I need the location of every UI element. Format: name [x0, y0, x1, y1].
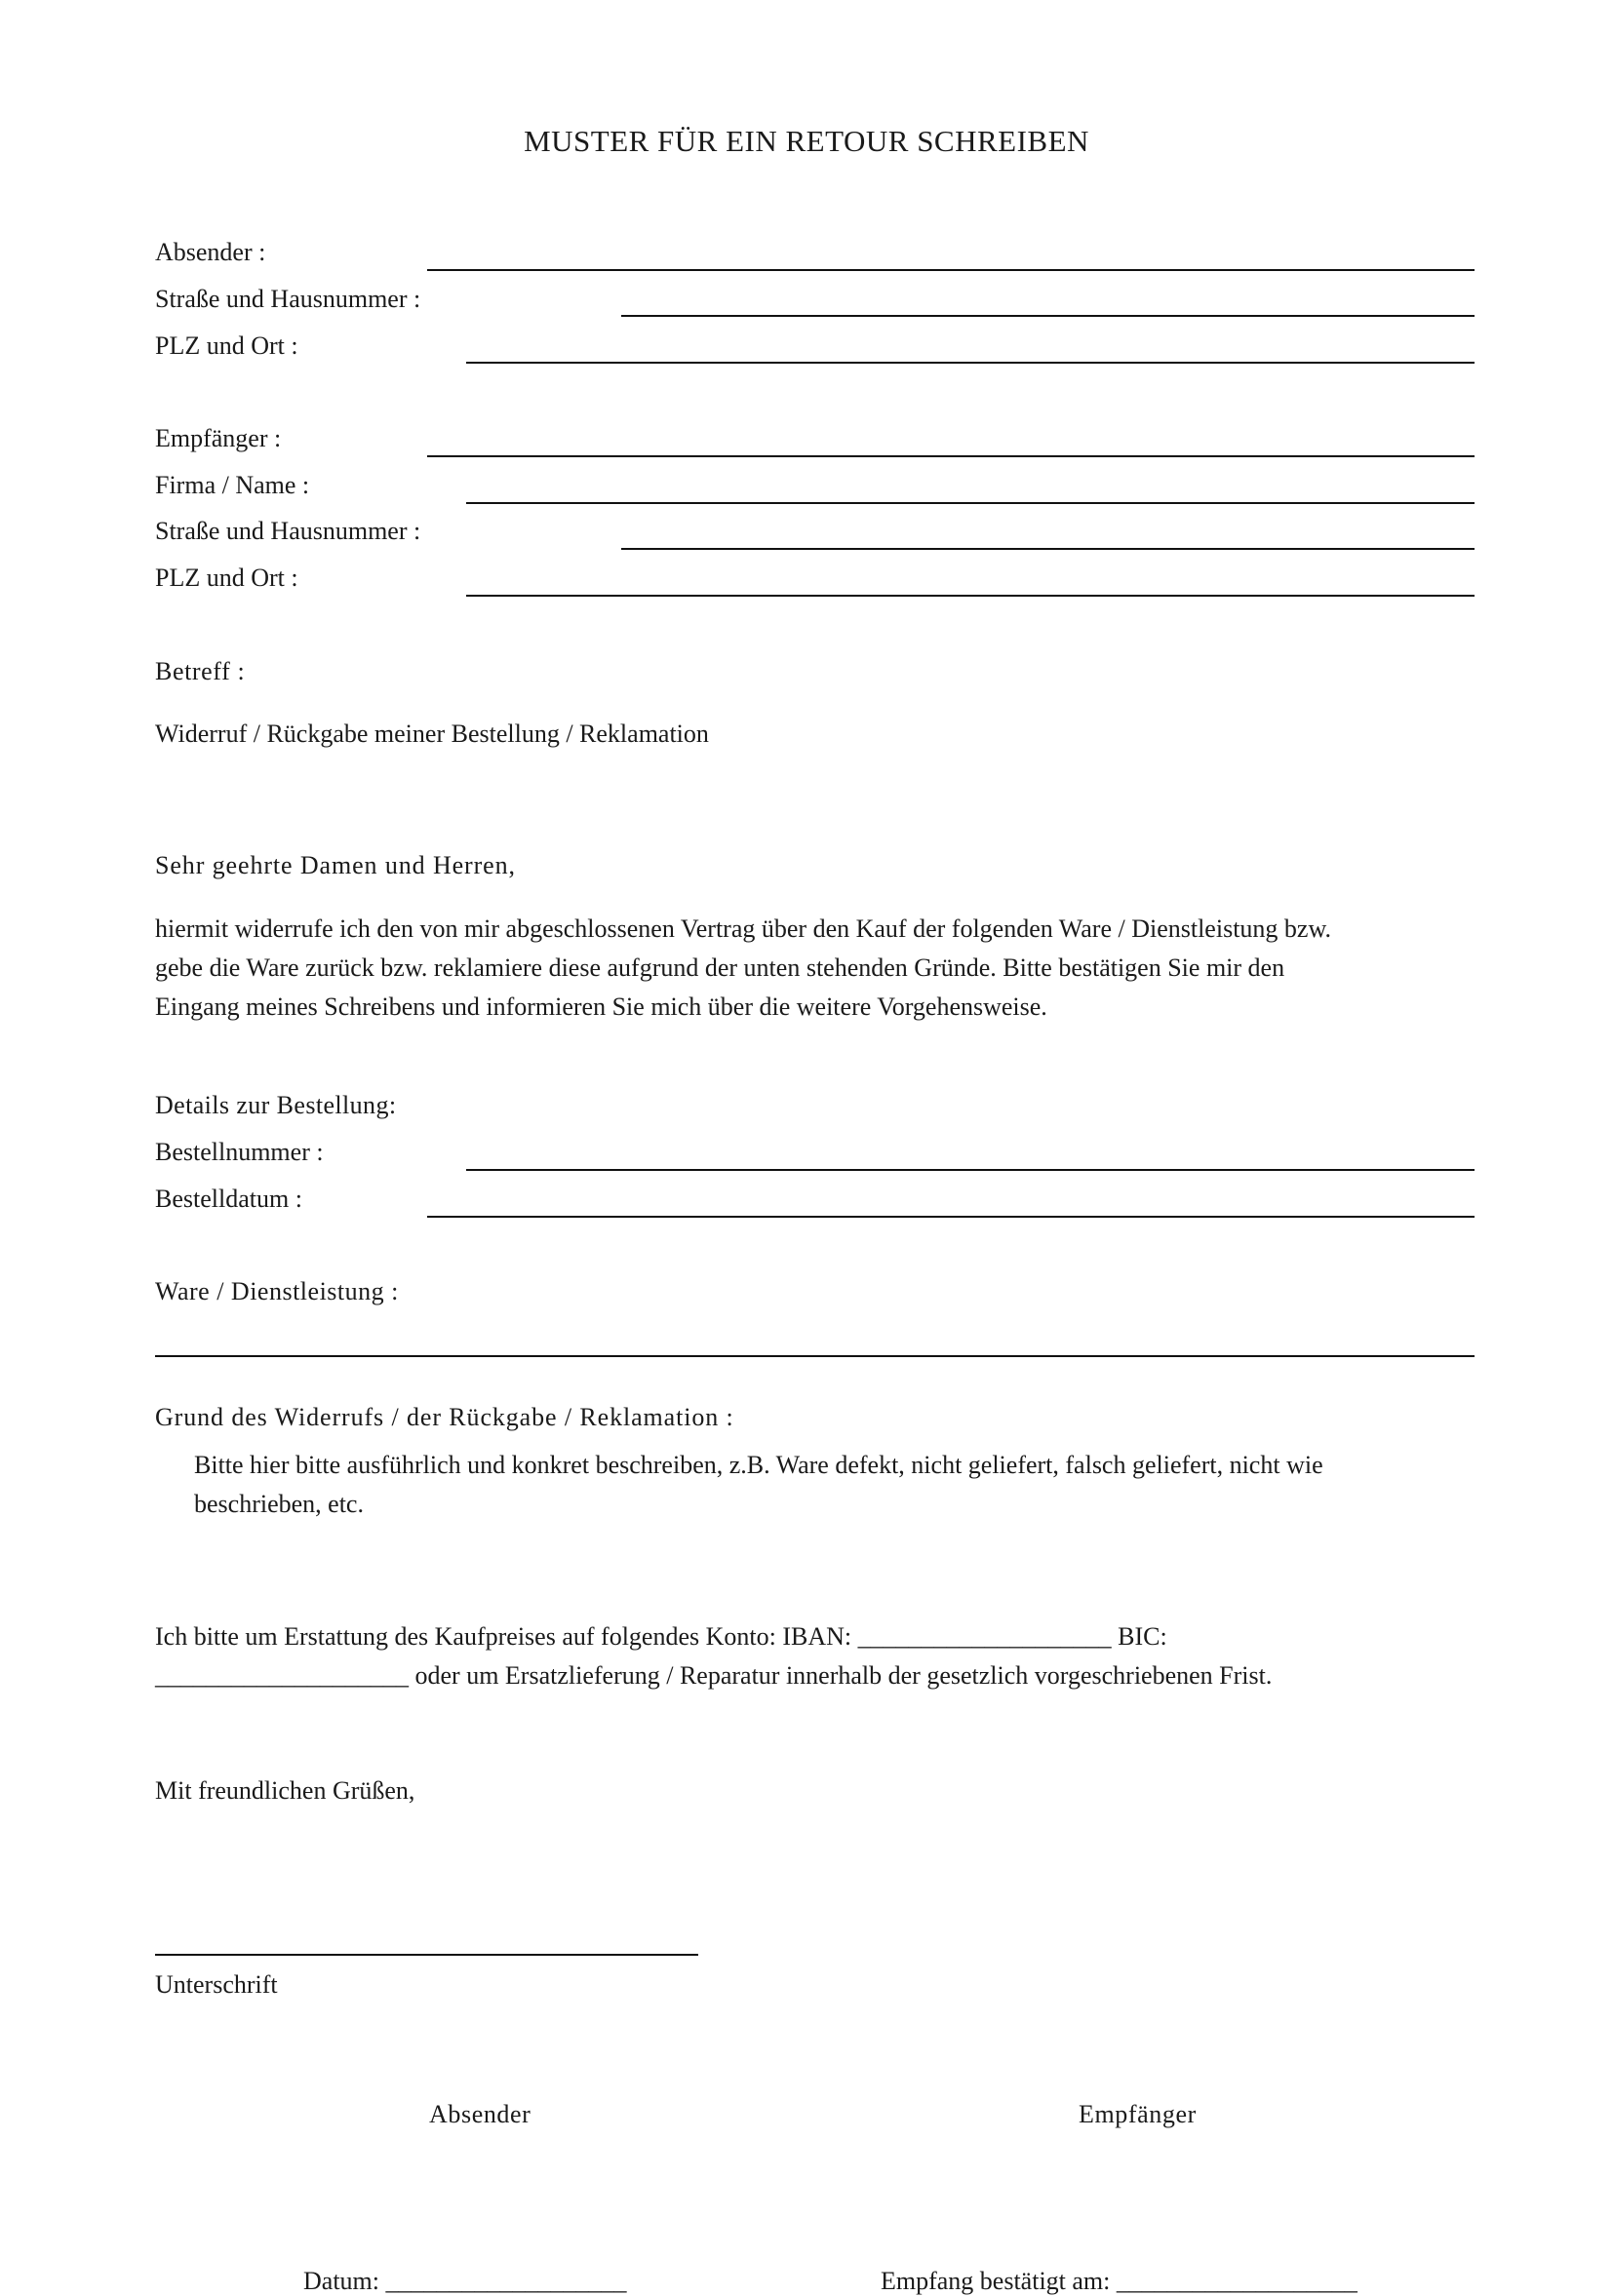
refund-line: ____________________ oder um Ersatzlieferung / Reparatur innerhalb der gesetzlich vorgeschriebenen Frist. [155, 1661, 1273, 1690]
order-details-heading: Details zur Bestellung: [155, 1091, 397, 1119]
reason-line: beschrieben, etc. [194, 1490, 364, 1518]
sender-field-line[interactable] [427, 269, 1475, 271]
recipient-plz-label: PLZ und Ort : [155, 564, 298, 592]
body-line: gebe die Ware zurück bzw. reklamiere diese aufgrund der unten stehenden Gründe. Bitte bestätigen Sie mir den [155, 953, 1285, 982]
sender-street-label: Straße und Hausnummer : [155, 285, 421, 313]
recipient-company-field-line[interactable] [466, 502, 1475, 504]
body-line: Eingang meines Schreibens und informieren Sie mich über die weitere Vorgehensweise. [155, 992, 1047, 1021]
body-paragraph [155, 910, 1331, 1027]
reason-line: Bitte hier bitte ausführlich und konkret beschreiben, z.B. Ware defekt, nicht geliefert, falsch geliefert, nicht wie [194, 1451, 1323, 1479]
footer-recipient-label: Empfänger [1079, 2100, 1197, 2128]
sender-plz-field-line[interactable] [466, 362, 1475, 364]
order-date-field-line[interactable] [427, 1216, 1475, 1218]
closing: Mit freundlichen Grüßen, [155, 1776, 415, 1805]
sender-plz-label: PLZ und Ort : [155, 331, 298, 360]
order-date-label: Bestelldatum : [155, 1185, 302, 1213]
order-number-field-line[interactable] [466, 1169, 1475, 1171]
signature-field-line[interactable] [155, 1954, 698, 1956]
body-line: hiermit widerrufe ich den von mir abgeschlossenen Vertrag über den Kauf der folgenden Ware / Dienstleistung bzw. [155, 915, 1332, 943]
recipient-field-line[interactable] [427, 455, 1475, 457]
goods-label: Ware / Dienstleistung : [155, 1277, 399, 1305]
subject-text: Widerruf / Rückgabe meiner Bestellung / Reklamation [155, 720, 709, 748]
refund-line: Ich bitte um Erstattung des Kaufpreises auf folgendes Konto: IBAN: ____________________ BIC: [155, 1622, 1167, 1651]
footer-sender-label: Absender [429, 2100, 531, 2128]
recipient-company-label: Firma / Name : [155, 471, 310, 499]
subject-label: Betreff : [155, 657, 246, 685]
page-title: MUSTER FÜR EIN RETOUR SCHREIBEN [524, 124, 1089, 158]
sender-label: Absender : [155, 238, 266, 266]
salutation: Sehr geehrte Damen und Herren, [155, 851, 516, 879]
signature-label: Unterschrift [155, 1970, 278, 1999]
order-number-label: Bestellnummer : [155, 1138, 324, 1166]
recipient-street-label: Straße und Hausnummer : [155, 517, 421, 545]
recipient-plz-field-line[interactable] [466, 595, 1475, 597]
date-field[interactable]: Datum: ___________________ [303, 2267, 627, 2295]
receipt-confirmed-field[interactable]: Empfang bestätigt am: ___________________ [881, 2267, 1357, 2295]
recipient-street-field-line[interactable] [621, 548, 1475, 550]
goods-field-line[interactable] [155, 1355, 1475, 1357]
reason-text[interactable] [194, 1446, 1323, 1524]
sender-street-field-line[interactable] [621, 315, 1475, 317]
refund-paragraph [155, 1617, 1272, 1695]
recipient-label: Empfänger : [155, 424, 282, 452]
reason-heading: Grund des Widerrufs / der Rückgabe / Reklamation : [155, 1403, 734, 1431]
